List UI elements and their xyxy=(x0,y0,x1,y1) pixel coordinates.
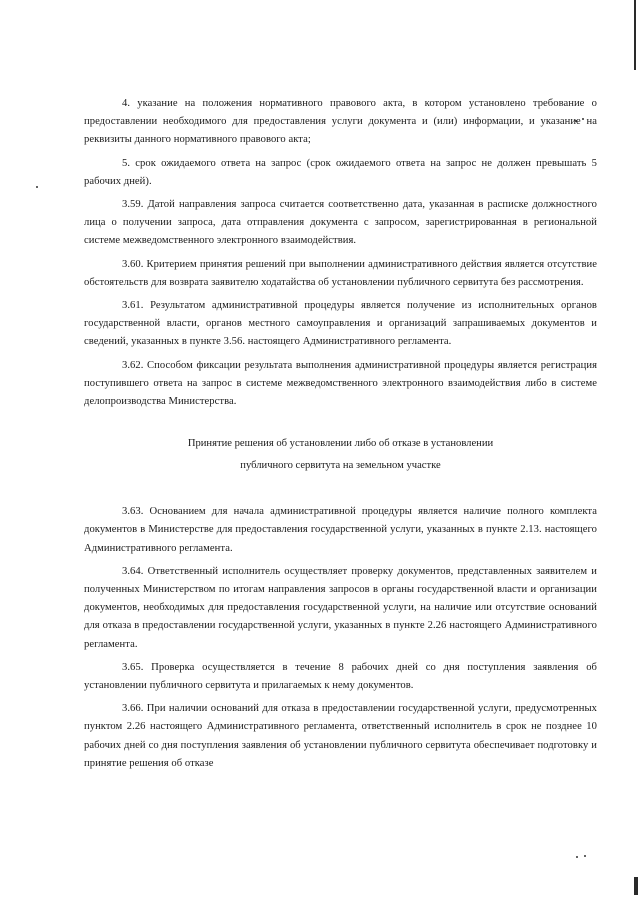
scan-corner-mark xyxy=(634,877,638,895)
scan-speck xyxy=(36,186,38,188)
paragraph-3-60: 3.60. Критерием принятия решений при выполнении административного действия является отсутствие обстоятельств для возврата заявителю ходатайства об установлении публичного сервитута без рассмотрения. xyxy=(84,258,597,288)
paragraph-3-64: 3.64. Ответственный исполнитель осуществляет проверку документов, представленных заявителем и полученных Министерством по итогам направления запросов в органы государственной власти и организации документов, необходимых для предоставления государственной услуги, на наличие или отсутствие оснований для отказа в предоставлении государственной услуги, указанных в пункте 2.26 настоящего Административного регламента. xyxy=(84,565,597,650)
section-heading-line-2: публичного сервитута на земельном участке xyxy=(240,460,441,472)
scan-edge-mark xyxy=(634,0,636,70)
paragraph-3-62: 3.62. Способом фиксации результата выполнения административной процедуры является регистрация поступившего ответа на запрос в системе межведомственного электронного взаимодействия либо в системе делопроизводства Министерства. xyxy=(84,359,597,408)
paragraph-item-5: 5. срок ожидаемого ответа на запрос (срок ожидаемого ответа на запрос не должен превышать 5 рабочих дней). xyxy=(84,157,597,187)
paragraph-3-65: 3.65. Проверка осуществляется в течение 8 рабочих дней со дня поступления заявления об установлении публичного сервитута и прилагаемых к нему документов. xyxy=(84,661,597,692)
paragraph-item-4: 4. указание на положения нормативного правового акта, в котором установлено требование о предоставлении необходимого для предоставления услуги документа и (или) информации, и указание на реквизиты данного нормативного правового акта; xyxy=(84,98,597,146)
scan-speck xyxy=(576,856,578,858)
section-heading-line-1: Принятие решения об установлении либо об отказе в установлении xyxy=(187,438,494,450)
paragraph-3-61: 3.61. Результатом административной процедуры является получение из исполнительных органов государственной власти, органов местного самоуправления и организаций запрашиваемых документов и сведений, указанных в пункте 3.56. настоящего Административного регламента. xyxy=(84,300,597,348)
paragraph-3-66: 3.66. При наличии оснований для отказа в предоставлении государственной услуги, предусмотренных пунктом 2.26 настоящего Административного регламента, ответственный исполнитель в срок не позднее 10 рабочих дней со дня поступления заявления об установлении публичного сервитута обеспечивает подготовку и принятие решения об отказе xyxy=(84,703,597,769)
paragraph-3-63: 3.63. Основанием для начала административной процедуры является наличие полного комплекта документов в Министерстве для предоставления государственной услуги, указанных в пункте 2.13. настоящего Административного регламента. xyxy=(84,506,597,554)
scan-speck xyxy=(584,855,586,857)
document-page xyxy=(84,95,597,778)
section-heading xyxy=(84,433,597,477)
paragraph-3-59: 3.59. Датой направления запроса считается соответственно дата, указанная в расписке должностного лица о получении запроса, дата отправления документа с запросом, зарегистрированная в региональной системе межведомственного электронного взаимодействия. xyxy=(84,199,597,247)
